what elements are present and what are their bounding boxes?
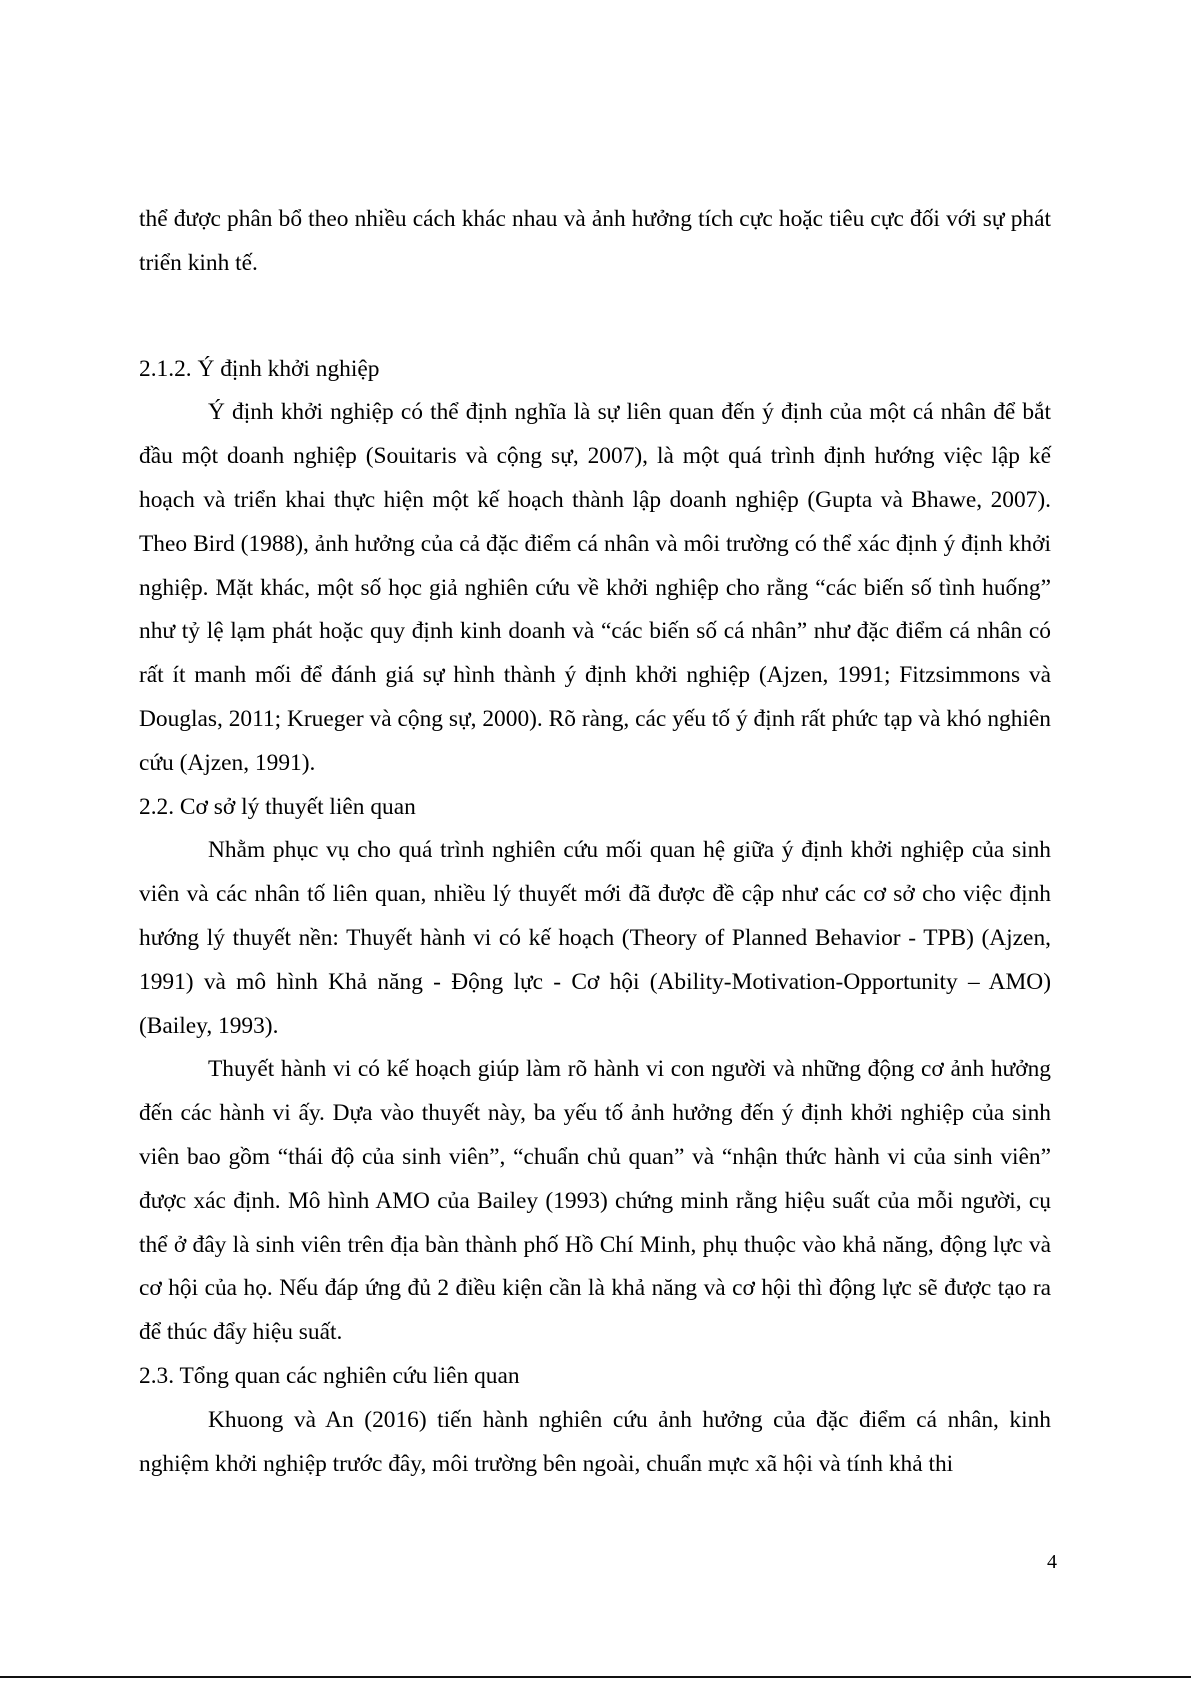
paragraph-theory-basis: Nhằm phục vụ cho quá trình nghiên cứu mối quan hệ giữa ý định khởi nghiệp của sinh viên và các nhân tố liên quan, nhiều lý thuyết mới đã được đề cập như các cơ sở cho việc định hướng lý thuyết nền: Thuyết hành vi có kế hoạch (Theory of Planned Behavior - TPB) (Ajzen, 1991) và mô hình Khả năng - Động lực - Cơ hội (Ability-Motivation-Opportunity – AMO) (Bailey, 1993). <box>139 837 1051 1039</box>
paragraph-continuation: thể được phân bổ theo nhiều cách khác nhau và ảnh hưởng tích cực hoặc tiêu cực đối với sự phát triển kinh tế. <box>139 206 1051 276</box>
bottom-rule <box>0 1676 1191 1678</box>
paragraph-intention-definition: Ý định khởi nghiệp có thể định nghĩa là sự liên quan đến ý định của một cá nhân để bắt đầu một doanh nghiệp (Souitaris và cộng sự, 2007), là một quá trình định hướng việc lập kế hoạch và triển khai thực hiện một kế hoạch thành lập doanh nghiệp (Gupta và Bhawe, 2007). Theo Bird (1988), ảnh hưởng của cả đặc điểm cá nhân và môi trường có thể xác định ý định khởi nghiệp. Mặt khác, một số học giả nghiên cứu về khởi nghiệp cho rằng “các biến số tình huống” như tỷ lệ lạm phát hoặc quy định kinh doanh và “các biến số cá nhân” như đặc điểm cá nhân có rất ít manh mối để đánh giá sự hình thành ý định khởi nghiệp (Ajzen, 1991; Fitzsimmons và Douglas, 2011; Krueger và cộng sự, 2000). Rõ ràng, các yếu tố ý định rất phức tạp và khó nghiên cứu (Ajzen, 1991). <box>139 399 1051 776</box>
page-body <box>139 198 1051 1486</box>
section-gap <box>139 286 1051 348</box>
heading-2-3: 2.3. Tổng quan các nghiên cứu liên quan <box>139 1362 520 1389</box>
heading-2-1-2: 2.1.2. Ý định khởi nghiệp <box>139 355 380 382</box>
page-number: 4 <box>1047 1551 1057 1573</box>
paragraph-tpb-amo: Thuyết hành vi có kế hoạch giúp làm rõ hành vi con người và những động cơ ảnh hưởng đến các hành vi ấy. Dựa vào thuyết này, ba yếu tố ảnh hưởng đến ý định khởi nghiệp của sinh viên bao gồm “thái độ của sinh viên”, “chuẩn chủ quan” và “nhận thức hành vi của sinh viên” được xác định. Mô hình AMO của Bailey (1993) chứng minh rằng hiệu suất của mỗi người, cụ thể ở đây là sinh viên trên địa bàn thành phố Hồ Chí Minh, phụ thuộc vào khả năng, động lực và cơ hội của họ. Nếu đáp ứng đủ 2 điều kiện cần là khả năng và cơ hội thì động lực sẽ được tạo ra để thúc đẩy hiệu suất. <box>139 1056 1051 1346</box>
paragraph-related-studies: Khuong và An (2016) tiến hành nghiên cứu ảnh hưởng của đặc điểm cá nhân, kinh nghiệm khởi nghiệp trước đây, môi trường bên ngoài, chuẩn mực xã hội và tính khả thi <box>139 1406 1051 1477</box>
heading-2-2: 2.2. Cơ sở lý thuyết liên quan <box>139 793 416 820</box>
